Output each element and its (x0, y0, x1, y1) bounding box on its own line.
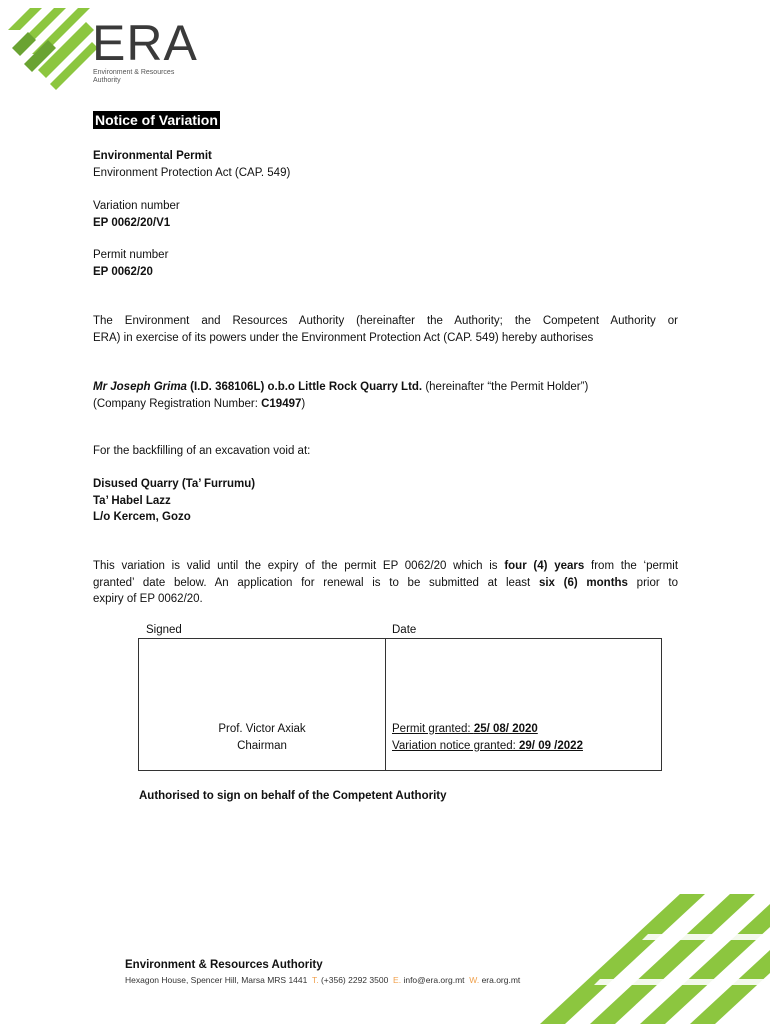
era-logo-mark (8, 8, 98, 90)
holder-name: Mr Joseph Grima (93, 381, 187, 393)
holder-id: (I.D. 368106L) o.b.o Little Rock Quarry Ltd. (190, 381, 423, 393)
signatory-name: Prof. Victor Axiak (218, 723, 306, 735)
permit-holder: Mr Joseph Grima (I.D. 368106L) o.b.o Little Rock Quarry Ltd. (hereinafter “the Permit Holder”) (Company Registration Number: C19497) (93, 381, 589, 410)
permit-number-block (93, 247, 168, 280)
footer-org-name: Environment & Resources Authority (125, 959, 323, 971)
holder-suffix: (hereinafter “the Permit Holder”) (425, 381, 589, 393)
variation-granted-date: Variation notice granted: 29/ 09 /2022 (392, 739, 583, 752)
signature-cell (139, 639, 386, 771)
date-label: Date (392, 624, 417, 636)
permit-number-label: Permit number (93, 249, 169, 261)
company-registration-number: C19497 (261, 397, 302, 410)
purpose-text: For the backfilling of an excavation void at: (93, 445, 311, 457)
logo-wordmark: ERA (92, 15, 198, 71)
footer-contact-line: Hexagon House, Spencer Hill, Marsa MRS 1441 T. (+356) 2292 3500 E. info@era.org.mt W. era.org.mt (125, 975, 521, 985)
footer-website: era.org.mt (481, 975, 521, 985)
permit-type-block (93, 148, 290, 181)
intro-paragraph: The Environment and Resources Authority (hereinafter the Authority; the Competent Authority or ERA) in exercise of its powers under the Environment Protection Act (CAP. 549) hereby authorises (93, 315, 678, 344)
signature-table (138, 638, 662, 771)
variation-number-label: Variation number (93, 200, 180, 212)
validity-paragraph: This variation is valid until the expiry of the permit EP 0062/20 which is four (4) years from the ‘permit granted’ date below. An application for renewal is to be submitted at least six (6) months prior to expiry of EP 0062/20. (93, 560, 679, 605)
date-cell (386, 639, 662, 771)
authorisation-note: Authorised to sign on behalf of the Competent Authority (139, 790, 447, 802)
site-address: Disused Quarry (Ta’ Furrumu) Ta’ Habel Lazz L/o Kercem, Gozo (93, 478, 256, 523)
variation-number-block (93, 198, 180, 231)
permit-type-act: Environment Protection Act (CAP. 549) (93, 166, 291, 179)
permit-number-value: EP 0062/20 (93, 265, 153, 278)
permit-granted-date: Permit granted: 25/ 08/ 2020 (392, 723, 538, 735)
footer-stripes-graphic (530, 894, 770, 1024)
permit-type-heading: Environmental Permit (93, 150, 212, 162)
logo-subtitle: Environment & Resources Authority (93, 69, 175, 84)
signatory-role: Chairman (237, 739, 287, 752)
page-title: Notice of Variation (95, 112, 218, 128)
footer-email: info@era.org.mt (403, 975, 465, 985)
variation-number-value: EP 0062/20/V1 (93, 216, 171, 229)
signed-label: Signed (146, 624, 182, 636)
